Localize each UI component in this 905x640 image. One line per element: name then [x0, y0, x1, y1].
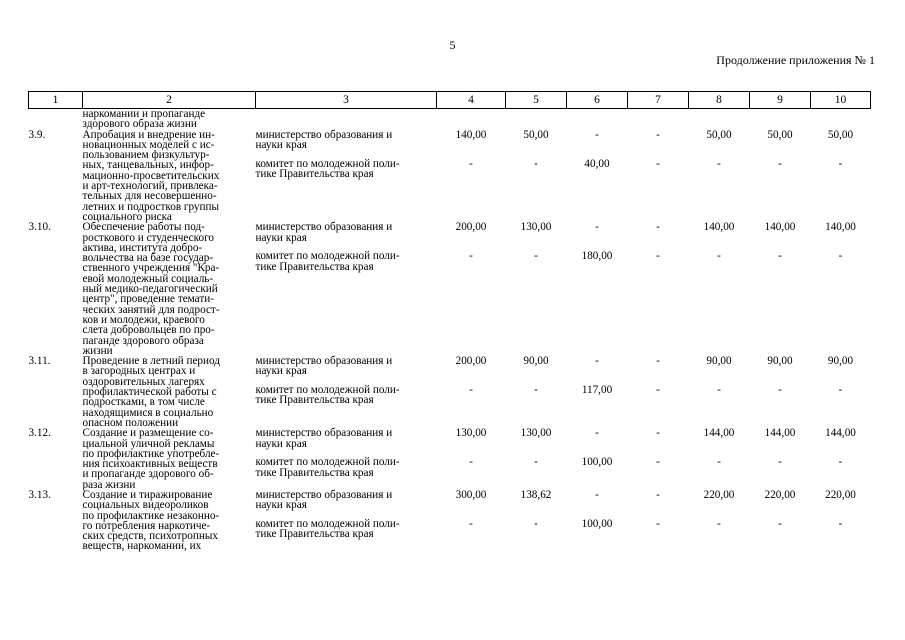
value-cell — [811, 222, 871, 356]
executor-name: министерство образования и науки края — [255, 355, 393, 378]
value-cell — [567, 130, 628, 223]
value-text: - — [656, 157, 660, 170]
value-text: - — [595, 488, 599, 501]
task-text: Создание и тиражирование социальных видеороликов по профилактике незаконно- го потребления наркотиче- ских средств, психотропных веществ, наркомании, их — [82, 488, 220, 553]
table-row — [29, 428, 871, 490]
value-cell — [506, 428, 567, 490]
value-cell — [628, 130, 689, 223]
value-text: - — [595, 128, 599, 141]
header-cell: 10 — [811, 92, 871, 109]
value-text: - — [717, 517, 721, 530]
value-text: 140,00 — [703, 221, 735, 234]
header-cell: 1 — [29, 92, 83, 109]
header-cell: 3 — [256, 92, 437, 109]
task-text: Создание и размещение со- циальной уличной рекламы по профилактике употребле- ния психоактивных веществ и пропаганде здорового об- раза жизни — [82, 427, 220, 491]
value-text: - — [469, 157, 473, 170]
value-cell — [437, 356, 506, 428]
value-text: 130,00 — [455, 427, 487, 440]
value-cell — [750, 428, 811, 490]
value-text: - — [534, 157, 538, 170]
program-table — [28, 91, 871, 552]
value-text: - — [656, 456, 660, 469]
page-number: 5 — [449, 38, 456, 52]
value-text: - — [838, 517, 843, 530]
executor-name: министерство образования и науки края — [255, 488, 393, 512]
value-text: 117,00 — [581, 384, 613, 397]
value-cell — [567, 428, 628, 490]
value-text: - — [656, 517, 660, 530]
value-cell — [811, 428, 871, 490]
value-text: 50,00 — [523, 128, 549, 141]
value-text: - — [778, 517, 782, 530]
value-cell — [506, 490, 567, 552]
value-text: - — [534, 384, 538, 397]
value-text: - — [838, 157, 843, 170]
value-cell — [567, 356, 628, 428]
header-cell: 2 — [83, 92, 256, 109]
value-text: 220,00 — [703, 488, 735, 501]
value-cell — [750, 356, 811, 428]
row-number: 3.11. — [28, 355, 51, 368]
value-text: - — [778, 250, 782, 263]
executor-name: министерство образования и науки края — [255, 128, 393, 151]
value-cell — [689, 490, 750, 552]
executor-cell — [256, 490, 437, 552]
value-text: - — [717, 456, 721, 469]
executor-name: комитет по молодежной поли- тике Правительства края — [255, 456, 400, 479]
value-cell — [628, 356, 689, 428]
leadin-row — [29, 109, 871, 130]
value-text: - — [534, 456, 538, 469]
value-cell — [437, 130, 506, 223]
value-text: - — [778, 456, 782, 469]
value-text: - — [656, 250, 660, 263]
value-cell — [811, 356, 871, 428]
header-cell: 9 — [750, 92, 811, 109]
value-text: - — [595, 427, 599, 440]
value-cell — [506, 222, 567, 356]
table-row — [29, 490, 871, 552]
value-text: - — [778, 384, 782, 397]
task-text: Проведение в летний период в загородных центрах и оздоровительных лагерях профилактической работы с подростками, в том числе находящимися в социально опасном положении — [82, 355, 220, 429]
header-cell: 4 — [437, 92, 506, 109]
value-text: 220,00 — [825, 488, 856, 501]
continuation-label: Продолжение приложения № 1 — [716, 53, 875, 67]
executor-name: комитет по молодежной поли- тике Правительства края — [255, 157, 400, 180]
value-text: - — [469, 384, 473, 397]
row-number: 3.13. — [28, 488, 51, 501]
value-cell — [437, 222, 506, 356]
value-text: 200,00 — [455, 221, 487, 234]
value-text: 50,00 — [706, 128, 732, 141]
value-cell — [811, 490, 871, 552]
value-cell — [437, 490, 506, 552]
value-text: 200,00 — [455, 355, 487, 368]
value-text: - — [595, 355, 599, 368]
value-text: 40,00 — [584, 157, 610, 170]
header-cell: 7 — [628, 92, 689, 109]
value-cell — [506, 356, 567, 428]
executor-name: министерство образования и науки края — [255, 427, 393, 450]
header-cell: 5 — [506, 92, 567, 109]
value-text: 90,00 — [767, 355, 793, 368]
value-text: - — [838, 250, 843, 263]
value-text: 144,00 — [825, 427, 856, 440]
header-cell: 6 — [567, 92, 628, 109]
table-row — [29, 222, 871, 356]
value-text: - — [838, 384, 843, 397]
executor-cell — [256, 222, 437, 356]
value-text: - — [778, 157, 782, 170]
value-text: - — [656, 488, 660, 501]
value-text: 130,00 — [520, 427, 552, 440]
value-text: 100,00 — [581, 517, 613, 530]
task-text: Обеспечение работы под- росткового и студенческого актива, института добро- вольчества на базе государ- ственного учреждения "Кра- евой молодежный социаль- ный медико-педагогический центр", проведение темати- ческих занятий для подрост- ков и молодежи, краевого слета добровольцев по про- паганде здорового образа жизни — [82, 221, 220, 357]
value-cell — [628, 428, 689, 490]
value-text: 138,62 — [520, 488, 552, 501]
value-cell — [689, 130, 750, 223]
value-text: 220,00 — [764, 488, 796, 501]
table-row — [29, 356, 871, 428]
value-cell — [750, 222, 811, 356]
value-cell — [689, 222, 750, 356]
value-text: - — [717, 157, 721, 170]
row-number: 3.9. — [28, 128, 46, 141]
value-text: 90,00 — [523, 355, 549, 368]
header-cell: 8 — [689, 92, 750, 109]
executor-name: комитет по молодежной поли- тике Правительства края — [255, 250, 400, 273]
value-text: - — [656, 427, 660, 440]
task-text: Апробация и внедрение ин- новационных моделей с ис- пользованием физкультур- ных, танцевальных, инфор- мационно-просветительских и арт-технологий, привлека- тельных для несовершенно- летних и подростков группы социального риска — [82, 128, 220, 223]
value-cell — [689, 356, 750, 428]
value-cell — [750, 130, 811, 223]
executor-cell — [256, 130, 437, 223]
value-text: 90,00 — [706, 355, 732, 368]
value-text: - — [469, 250, 473, 263]
value-text: - — [717, 384, 721, 397]
value-text: - — [534, 517, 538, 530]
value-text: 144,00 — [764, 427, 796, 440]
row-number: 3.12. — [28, 427, 51, 440]
value-text: - — [534, 250, 538, 263]
value-cell — [628, 222, 689, 356]
executor-name: комитет по молодежной поли- тике Правительства края — [255, 384, 400, 407]
value-text: - — [656, 221, 660, 234]
value-text: 50,00 — [767, 128, 793, 141]
value-text: 90,00 — [827, 355, 854, 368]
executor-name: министерство образования и науки края — [255, 221, 393, 244]
executor-cell — [256, 428, 437, 490]
executor-cell — [256, 356, 437, 428]
value-text: 140,00 — [455, 128, 487, 141]
value-text: 140,00 — [825, 221, 856, 234]
value-text: - — [838, 456, 843, 469]
value-text: - — [469, 456, 473, 469]
header-row — [29, 92, 871, 109]
value-text: - — [717, 250, 721, 263]
executor-name: комитет по молодежной поли- тике Правительства края — [255, 517, 400, 541]
value-cell — [811, 130, 871, 223]
value-text: - — [656, 128, 660, 141]
value-cell — [628, 490, 689, 552]
row-number: 3.10. — [28, 221, 51, 234]
value-text: - — [469, 517, 473, 530]
value-text: 300,00 — [455, 488, 487, 501]
task-text: наркомании и пропаганде здорового образа жизни — [82, 108, 206, 131]
value-text: 180,00 — [581, 250, 613, 263]
value-text: 144,00 — [703, 427, 735, 440]
value-cell — [689, 428, 750, 490]
table-row — [29, 130, 871, 223]
value-text: 100,00 — [581, 456, 613, 469]
value-text: - — [656, 355, 660, 368]
value-cell — [750, 490, 811, 552]
value-cell — [437, 428, 506, 490]
value-text: - — [656, 384, 660, 397]
value-text: 140,00 — [764, 221, 796, 234]
value-text: - — [595, 221, 599, 234]
value-cell — [567, 222, 628, 356]
value-cell — [506, 130, 567, 223]
value-text: 50,00 — [827, 128, 854, 141]
value-cell — [567, 490, 628, 552]
value-text: 130,00 — [520, 221, 552, 234]
